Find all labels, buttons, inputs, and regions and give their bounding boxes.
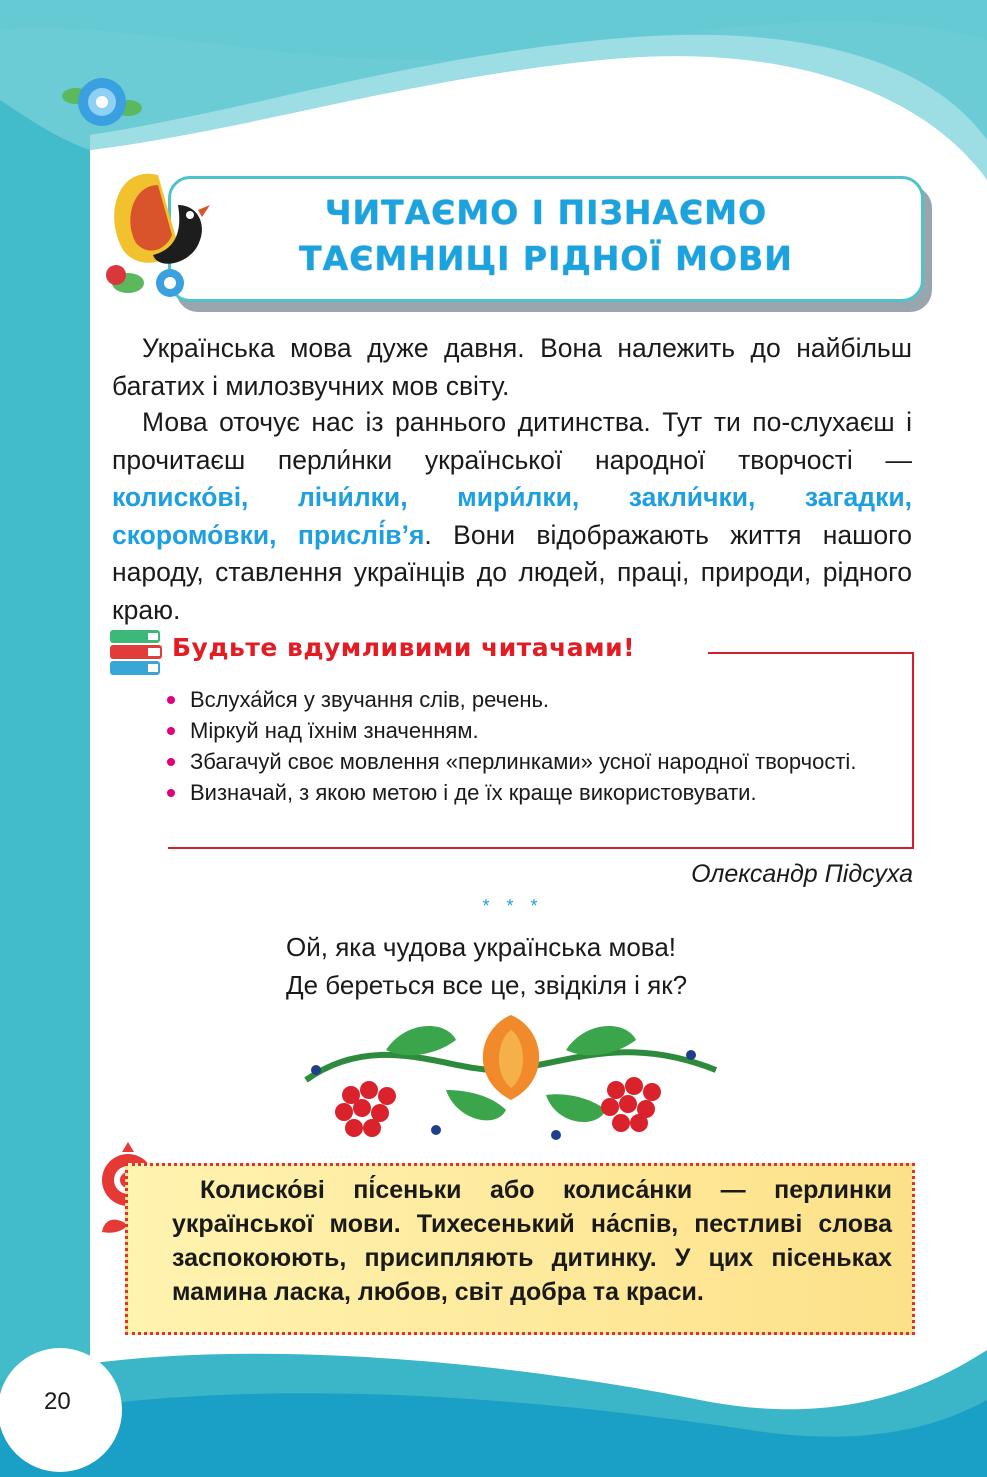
viburnum-ornament — [296, 1010, 726, 1150]
title-box — [168, 176, 924, 302]
poem-line-1: Ой, яка чудова українська мова! — [286, 932, 677, 962]
tip-item: Збагачуй своє мовлення «перлинками» усної народної творчості. — [164, 746, 894, 777]
author-name: Олександр Підсуха — [691, 860, 913, 888]
poem-line-2: Де береться все це, звідкіля і як? — [286, 970, 688, 1000]
poem — [286, 928, 687, 1004]
books-icon — [108, 628, 164, 678]
tip-item: Міркуй над їхнім значенням. — [164, 715, 894, 746]
title-line-1: ЧИТАЄМО І ПІЗНАЄМО — [324, 193, 768, 232]
title-line-2: ТАЄМНИЦІ РІДНОЇ МОВИ — [299, 239, 793, 278]
tips-title: Будьте вдумливими читачами! — [172, 633, 635, 662]
intro-paragraph-2 — [112, 404, 912, 629]
intro-paragraph-1: Українська мова дуже давня. Вона належить до найбільш багатих і милозвучних мов світу. — [112, 333, 912, 401]
note-text: Колиско́ві пі́сеньки або колиса́нки — перлинки української мови. Тихесенький на́спів, пестливі слова заспокоюють, присипляють дитинку. У цих пісеньках мамина ласка, любов, світ добра та краси. — [172, 1176, 892, 1306]
tips-list — [164, 684, 894, 808]
intro-p2-end: . Вони відображають життя нашого народу, ставлення українців до людей, праці, природи, рідного краю. — [112, 519, 912, 625]
page-number: 20 — [44, 1388, 71, 1415]
tip-item: Визначай, з якою метою і де їх краще використовувати. — [164, 777, 894, 808]
bird-ornament — [98, 165, 218, 305]
tip-item: Вслуха́йся у звучання слів, речень. — [164, 684, 894, 715]
intro-p2-start: Мова оточує нас із раннього дитинства. Тут ти по-слухаєш і прочитаєш перли́нки української народної творчості — — [112, 407, 912, 475]
corner-flower-ornament — [62, 68, 142, 138]
section-separator: * * * — [482, 896, 544, 916]
folklore-genres-highlight: колиско́ві, лічи́лки, мири́лки, закли́чки, загадки, скоромо́вки, прислі́в’я — [112, 482, 912, 550]
